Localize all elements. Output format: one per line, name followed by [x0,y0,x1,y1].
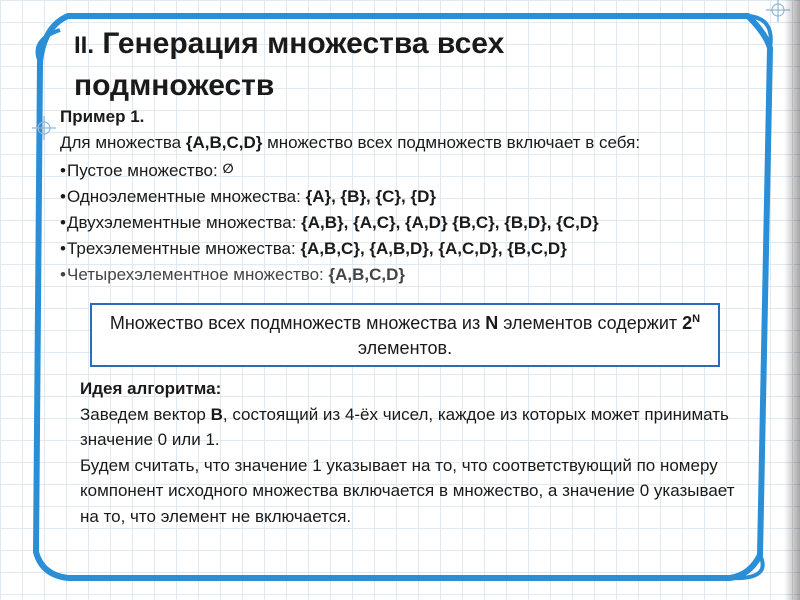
list-item-one-element [60,184,750,210]
idea-p1-var: B [210,404,223,424]
subset-count-callout [90,303,720,367]
example-intro-prefix: Для множества [60,133,186,152]
callout-n: N [485,313,499,333]
bullet-glyph: • [60,161,66,180]
callout-two: 2 [682,313,693,333]
idea-heading: Идея алгоритма: [80,379,222,398]
bullet-glyph: • [60,265,66,284]
idea-p1-prefix: Заведем вектор [80,404,211,424]
callout-part2: элементов содержит [498,313,683,333]
example-intro [60,130,750,156]
item-value: {A,B,C,D} [328,265,405,284]
example-block [60,104,750,288]
algorithm-idea-block [80,376,750,529]
title-section-number: II. [74,32,95,59]
item-label: Трехэлементные множества: [67,239,301,258]
title-text: Генерация множества всех подмножеств [74,27,505,102]
callout-part1: Множество всех подмножеств множества из [109,313,486,333]
item-value: {A}, {B}, {C}, {D} [305,187,436,206]
list-item-three-element [60,236,750,262]
item-value: {A,B}, {A,C}, {A,D} {B,C}, {B,D}, {C,D} [301,213,599,232]
bullet-glyph: • [60,213,66,232]
bullet-glyph: • [60,187,66,206]
idea-paragraph-2: Будем считать, что значение 1 указывает на то, что соответствующий по номеру компонент исходного множества включается в множество, а значение 0 указывает на то, что элемент не включается. [80,455,735,526]
item-label: Четырехэлементное множество: [67,265,329,284]
item-label: Одноэлементные множества: [67,187,306,206]
idea-paragraph-1 [80,402,750,453]
list-item-two-element [60,210,750,236]
callout-part3: элементов. [357,338,453,358]
item-label: Двухэлементные множества: [67,213,302,232]
crosshair-mark-left [32,116,56,140]
bullet-glyph: • [60,239,66,258]
page-edge-shadow [784,0,800,600]
example-intro-set: {A,B,C,D} [185,133,263,152]
empty-set-symbol: ∅ [222,161,234,176]
item-value: {A,B,C}, {A,B,D}, {A,C,D}, {B,C,D} [300,239,567,258]
callout-exponent: N [692,313,701,325]
example-intro-suffix: множество всех подмножеств включает в себя: [262,133,641,152]
list-item-four-element [60,262,750,288]
page-title [74,24,634,106]
item-label: Пустое множество: [67,161,223,180]
idea-p1-suffix: , состоящий из 4-ёх чисел, каждое из которых может принимать значение 0 или 1. [80,404,729,449]
list-item-empty-set [60,156,750,184]
example-heading: Пример 1. [60,107,145,126]
